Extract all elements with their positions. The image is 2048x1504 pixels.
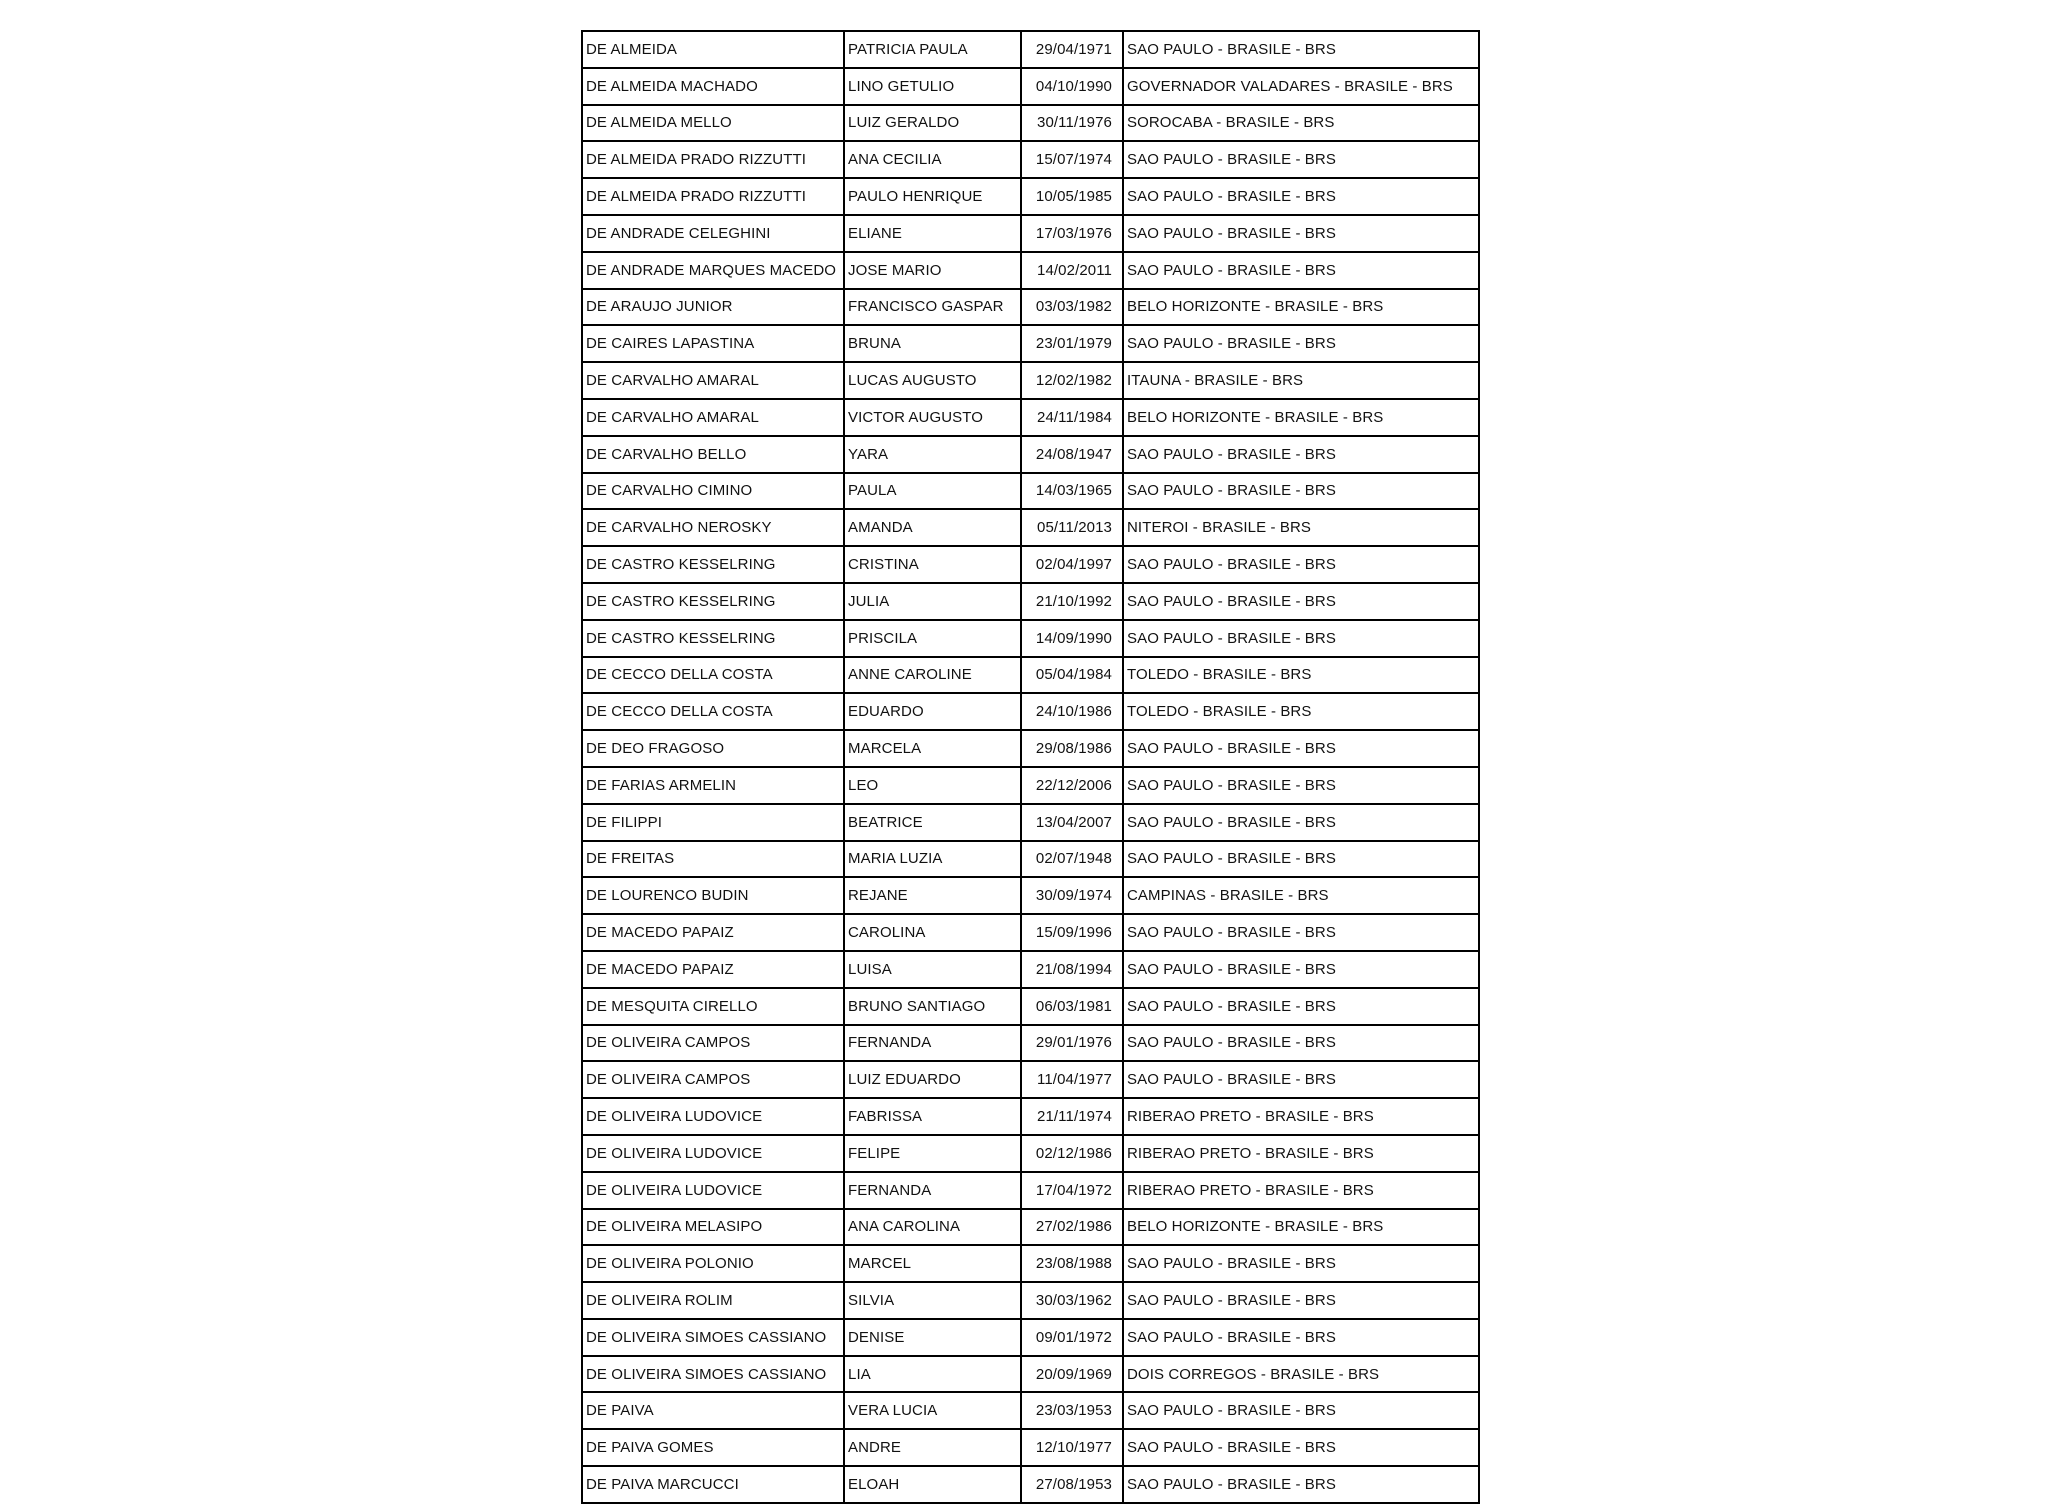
birth-date-cell: 21/11/1974 (1021, 1098, 1123, 1135)
table-row (582, 178, 1479, 215)
birthplace-cell: SAO PAULO - BRASILE - BRS (1123, 252, 1479, 289)
surname-cell: DE CASTRO KESSELRING (582, 546, 844, 583)
given-name-cell: CAROLINA (844, 914, 1021, 951)
given-name-cell: ANA CAROLINA (844, 1209, 1021, 1246)
birth-date-cell: 21/08/1994 (1021, 951, 1123, 988)
birthplace-cell: SAO PAULO - BRASILE - BRS (1123, 1429, 1479, 1466)
given-name-cell: BRUNA (844, 325, 1021, 362)
birth-date-cell: 22/12/2006 (1021, 767, 1123, 804)
birthplace-cell: SAO PAULO - BRASILE - BRS (1123, 141, 1479, 178)
surname-cell: DE CECCO DELLA COSTA (582, 693, 844, 730)
surname-cell: DE CARVALHO AMARAL (582, 362, 844, 399)
birthplace-cell: SAO PAULO - BRASILE - BRS (1123, 914, 1479, 951)
birthplace-cell: SAO PAULO - BRASILE - BRS (1123, 1061, 1479, 1098)
table-row (582, 141, 1479, 178)
birthplace-cell: SAO PAULO - BRASILE - BRS (1123, 583, 1479, 620)
birthplace-cell: BELO HORIZONTE - BRASILE - BRS (1123, 399, 1479, 436)
surname-cell: DE PAIVA MARCUCCI (582, 1466, 844, 1503)
table-row (582, 105, 1479, 142)
table-row (582, 1025, 1479, 1062)
birth-date-cell: 23/08/1988 (1021, 1245, 1123, 1282)
given-name-cell: ELIANE (844, 215, 1021, 252)
table-row (582, 1098, 1479, 1135)
birthplace-cell: TOLEDO - BRASILE - BRS (1123, 657, 1479, 694)
birth-date-cell: 24/10/1986 (1021, 693, 1123, 730)
table-row (582, 1061, 1479, 1098)
surname-cell: DE PAIVA GOMES (582, 1429, 844, 1466)
given-name-cell: LIA (844, 1356, 1021, 1393)
given-name-cell: VICTOR AUGUSTO (844, 399, 1021, 436)
given-name-cell: ANA CECILIA (844, 141, 1021, 178)
birthplace-cell: SAO PAULO - BRASILE - BRS (1123, 1319, 1479, 1356)
given-name-cell: PATRICIA PAULA (844, 31, 1021, 68)
given-name-cell: LUISA (844, 951, 1021, 988)
surname-cell: DE MACEDO PAPAIZ (582, 914, 844, 951)
table-row (582, 914, 1479, 951)
given-name-cell: CRISTINA (844, 546, 1021, 583)
table-row (582, 730, 1479, 767)
birthplace-cell: CAMPINAS - BRASILE - BRS (1123, 877, 1479, 914)
table-row (582, 509, 1479, 546)
given-name-cell: JOSE MARIO (844, 252, 1021, 289)
surname-cell: DE OLIVEIRA SIMOES CASSIANO (582, 1356, 844, 1393)
birthplace-cell: SAO PAULO - BRASILE - BRS (1123, 620, 1479, 657)
table-row (582, 289, 1479, 326)
birth-date-cell: 24/08/1947 (1021, 436, 1123, 473)
records-body (582, 31, 1479, 1503)
birthplace-cell: SAO PAULO - BRASILE - BRS (1123, 1025, 1479, 1062)
birth-date-cell: 14/09/1990 (1021, 620, 1123, 657)
given-name-cell: FRANCISCO GASPAR (844, 289, 1021, 326)
birthplace-cell: SAO PAULO - BRASILE - BRS (1123, 178, 1479, 215)
birth-date-cell: 04/10/1990 (1021, 68, 1123, 105)
birth-date-cell: 21/10/1992 (1021, 583, 1123, 620)
birthplace-cell: NITEROI - BRASILE - BRS (1123, 509, 1479, 546)
table-row (582, 473, 1479, 510)
table-row (582, 252, 1479, 289)
birthplace-cell: TOLEDO - BRASILE - BRS (1123, 693, 1479, 730)
given-name-cell: PRISCILA (844, 620, 1021, 657)
surname-cell: DE OLIVEIRA SIMOES CASSIANO (582, 1319, 844, 1356)
birthplace-cell: SAO PAULO - BRASILE - BRS (1123, 730, 1479, 767)
birth-date-cell: 02/12/1986 (1021, 1135, 1123, 1172)
birthplace-cell: SAO PAULO - BRASILE - BRS (1123, 31, 1479, 68)
surname-cell: DE ARAUJO JUNIOR (582, 289, 844, 326)
birth-date-cell: 05/04/1984 (1021, 657, 1123, 694)
table-row (582, 68, 1479, 105)
given-name-cell: DENISE (844, 1319, 1021, 1356)
birthplace-cell: RIBERAO PRETO - BRASILE - BRS (1123, 1135, 1479, 1172)
table-row (582, 362, 1479, 399)
birthplace-cell: GOVERNADOR VALADARES - BRASILE - BRS (1123, 68, 1479, 105)
birthplace-cell: SAO PAULO - BRASILE - BRS (1123, 951, 1479, 988)
surname-cell: DE ALMEIDA PRADO RIZZUTTI (582, 141, 844, 178)
birthplace-cell: SAO PAULO - BRASILE - BRS (1123, 546, 1479, 583)
birthplace-cell: DOIS CORREGOS - BRASILE - BRS (1123, 1356, 1479, 1393)
surname-cell: DE OLIVEIRA LUDOVICE (582, 1098, 844, 1135)
given-name-cell: LUIZ EDUARDO (844, 1061, 1021, 1098)
birth-date-cell: 30/09/1974 (1021, 877, 1123, 914)
surname-cell: DE MACEDO PAPAIZ (582, 951, 844, 988)
given-name-cell: BEATRICE (844, 804, 1021, 841)
birth-date-cell: 10/05/1985 (1021, 178, 1123, 215)
surname-cell: DE OLIVEIRA ROLIM (582, 1282, 844, 1319)
birth-date-cell: 12/10/1977 (1021, 1429, 1123, 1466)
table-row (582, 583, 1479, 620)
birth-date-cell: 15/09/1996 (1021, 914, 1123, 951)
surname-cell: DE ALMEIDA MELLO (582, 105, 844, 142)
birthplace-cell: SAO PAULO - BRASILE - BRS (1123, 215, 1479, 252)
given-name-cell: FERNANDA (844, 1025, 1021, 1062)
table-row (582, 546, 1479, 583)
given-name-cell: ELOAH (844, 1466, 1021, 1503)
table-row (582, 1209, 1479, 1246)
birthplace-cell: SAO PAULO - BRASILE - BRS (1123, 1245, 1479, 1282)
given-name-cell: LEO (844, 767, 1021, 804)
birth-date-cell: 30/11/1976 (1021, 105, 1123, 142)
birthplace-cell: SAO PAULO - BRASILE - BRS (1123, 436, 1479, 473)
birth-date-cell: 12/02/1982 (1021, 362, 1123, 399)
birthplace-cell: RIBERAO PRETO - BRASILE - BRS (1123, 1098, 1479, 1135)
table-row (582, 841, 1479, 878)
birth-date-cell: 27/02/1986 (1021, 1209, 1123, 1246)
given-name-cell: VERA LUCIA (844, 1392, 1021, 1429)
birthplace-cell: RIBERAO PRETO - BRASILE - BRS (1123, 1172, 1479, 1209)
birthplace-cell: SAO PAULO - BRASILE - BRS (1123, 767, 1479, 804)
surname-cell: DE OLIVEIRA MELASIPO (582, 1209, 844, 1246)
table-row (582, 436, 1479, 473)
surname-cell: DE ALMEIDA PRADO RIZZUTTI (582, 178, 844, 215)
given-name-cell: BRUNO SANTIAGO (844, 988, 1021, 1025)
given-name-cell: MARIA LUZIA (844, 841, 1021, 878)
surname-cell: DE ALMEIDA (582, 31, 844, 68)
surname-cell: DE CARVALHO AMARAL (582, 399, 844, 436)
surname-cell: DE OLIVEIRA LUDOVICE (582, 1172, 844, 1209)
surname-cell: DE CARVALHO BELLO (582, 436, 844, 473)
table-row (582, 1356, 1479, 1393)
surname-cell: DE CAIRES LAPASTINA (582, 325, 844, 362)
birth-date-cell: 14/02/2011 (1021, 252, 1123, 289)
given-name-cell: PAULO HENRIQUE (844, 178, 1021, 215)
table-row (582, 1392, 1479, 1429)
birthplace-cell: SAO PAULO - BRASILE - BRS (1123, 325, 1479, 362)
table-row (582, 877, 1479, 914)
surname-cell: DE CASTRO KESSELRING (582, 583, 844, 620)
table-row (582, 1282, 1479, 1319)
given-name-cell: ANDRE (844, 1429, 1021, 1466)
birth-date-cell: 29/04/1971 (1021, 31, 1123, 68)
given-name-cell: JULIA (844, 583, 1021, 620)
table-row (582, 31, 1479, 68)
table-row (582, 215, 1479, 252)
surname-cell: DE FREITAS (582, 841, 844, 878)
birth-date-cell: 02/04/1997 (1021, 546, 1123, 583)
birth-date-cell: 23/01/1979 (1021, 325, 1123, 362)
table-row (582, 1466, 1479, 1503)
table-row (582, 657, 1479, 694)
table-row (582, 325, 1479, 362)
table-row (582, 1135, 1479, 1172)
table-row (582, 951, 1479, 988)
birth-date-cell: 13/04/2007 (1021, 804, 1123, 841)
birth-date-cell: 02/07/1948 (1021, 841, 1123, 878)
given-name-cell: FELIPE (844, 1135, 1021, 1172)
table-row (582, 620, 1479, 657)
birth-date-cell: 20/09/1969 (1021, 1356, 1123, 1393)
surname-cell: DE MESQUITA CIRELLO (582, 988, 844, 1025)
birth-date-cell: 15/07/1974 (1021, 141, 1123, 178)
surname-cell: DE ALMEIDA MACHADO (582, 68, 844, 105)
birthplace-cell: SAO PAULO - BRASILE - BRS (1123, 1466, 1479, 1503)
surname-cell: DE DEO FRAGOSO (582, 730, 844, 767)
surname-cell: DE ANDRADE MARQUES MACEDO (582, 252, 844, 289)
table-row (582, 767, 1479, 804)
given-name-cell: PAULA (844, 473, 1021, 510)
given-name-cell: MARCEL (844, 1245, 1021, 1282)
table-row (582, 804, 1479, 841)
birth-date-cell: 24/11/1984 (1021, 399, 1123, 436)
birthplace-cell: SAO PAULO - BRASILE - BRS (1123, 988, 1479, 1025)
surname-cell: DE CARVALHO NEROSKY (582, 509, 844, 546)
birth-date-cell: 29/08/1986 (1021, 730, 1123, 767)
given-name-cell: AMANDA (844, 509, 1021, 546)
surname-cell: DE OLIVEIRA POLONIO (582, 1245, 844, 1282)
surname-cell: DE CECCO DELLA COSTA (582, 657, 844, 694)
surname-cell: DE PAIVA (582, 1392, 844, 1429)
given-name-cell: SILVIA (844, 1282, 1021, 1319)
table-row (582, 988, 1479, 1025)
table-row (582, 1319, 1479, 1356)
birth-date-cell: 29/01/1976 (1021, 1025, 1123, 1062)
table-row (582, 693, 1479, 730)
surname-cell: DE LOURENCO BUDIN (582, 877, 844, 914)
birth-date-cell: 05/11/2013 (1021, 509, 1123, 546)
surname-cell: DE ANDRADE CELEGHINI (582, 215, 844, 252)
birthplace-cell: BELO HORIZONTE - BRASILE - BRS (1123, 1209, 1479, 1246)
surname-cell: DE OLIVEIRA LUDOVICE (582, 1135, 844, 1172)
surname-cell: DE OLIVEIRA CAMPOS (582, 1025, 844, 1062)
birth-date-cell: 11/04/1977 (1021, 1061, 1123, 1098)
birthplace-cell: ITAUNA - BRASILE - BRS (1123, 362, 1479, 399)
birth-date-cell: 14/03/1965 (1021, 473, 1123, 510)
given-name-cell: REJANE (844, 877, 1021, 914)
birth-date-cell: 09/01/1972 (1021, 1319, 1123, 1356)
surname-cell: DE OLIVEIRA CAMPOS (582, 1061, 844, 1098)
birth-date-cell: 06/03/1981 (1021, 988, 1123, 1025)
surname-cell: DE CASTRO KESSELRING (582, 620, 844, 657)
birth-date-cell: 17/04/1972 (1021, 1172, 1123, 1209)
birthplace-cell: SAO PAULO - BRASILE - BRS (1123, 841, 1479, 878)
birthplace-cell: SAO PAULO - BRASILE - BRS (1123, 1392, 1479, 1429)
records-table (581, 30, 1480, 1504)
given-name-cell: LUCAS AUGUSTO (844, 362, 1021, 399)
birthplace-cell: BELO HORIZONTE - BRASILE - BRS (1123, 289, 1479, 326)
given-name-cell: LINO GETULIO (844, 68, 1021, 105)
given-name-cell: YARA (844, 436, 1021, 473)
birthplace-cell: SAO PAULO - BRASILE - BRS (1123, 804, 1479, 841)
table-row (582, 1172, 1479, 1209)
birth-date-cell: 27/08/1953 (1021, 1466, 1123, 1503)
given-name-cell: FERNANDA (844, 1172, 1021, 1209)
given-name-cell: MARCELA (844, 730, 1021, 767)
given-name-cell: FABRISSA (844, 1098, 1021, 1135)
surname-cell: DE FILIPPI (582, 804, 844, 841)
table-row (582, 399, 1479, 436)
birth-date-cell: 30/03/1962 (1021, 1282, 1123, 1319)
surname-cell: DE FARIAS ARMELIN (582, 767, 844, 804)
birth-date-cell: 17/03/1976 (1021, 215, 1123, 252)
table-row (582, 1245, 1479, 1282)
given-name-cell: EDUARDO (844, 693, 1021, 730)
surname-cell: DE CARVALHO CIMINO (582, 473, 844, 510)
given-name-cell: ANNE CAROLINE (844, 657, 1021, 694)
birthplace-cell: SAO PAULO - BRASILE - BRS (1123, 473, 1479, 510)
birth-date-cell: 23/03/1953 (1021, 1392, 1123, 1429)
birthplace-cell: SAO PAULO - BRASILE - BRS (1123, 1282, 1479, 1319)
given-name-cell: LUIZ GERALDO (844, 105, 1021, 142)
birthplace-cell: SOROCABA - BRASILE - BRS (1123, 105, 1479, 142)
birth-date-cell: 03/03/1982 (1021, 289, 1123, 326)
